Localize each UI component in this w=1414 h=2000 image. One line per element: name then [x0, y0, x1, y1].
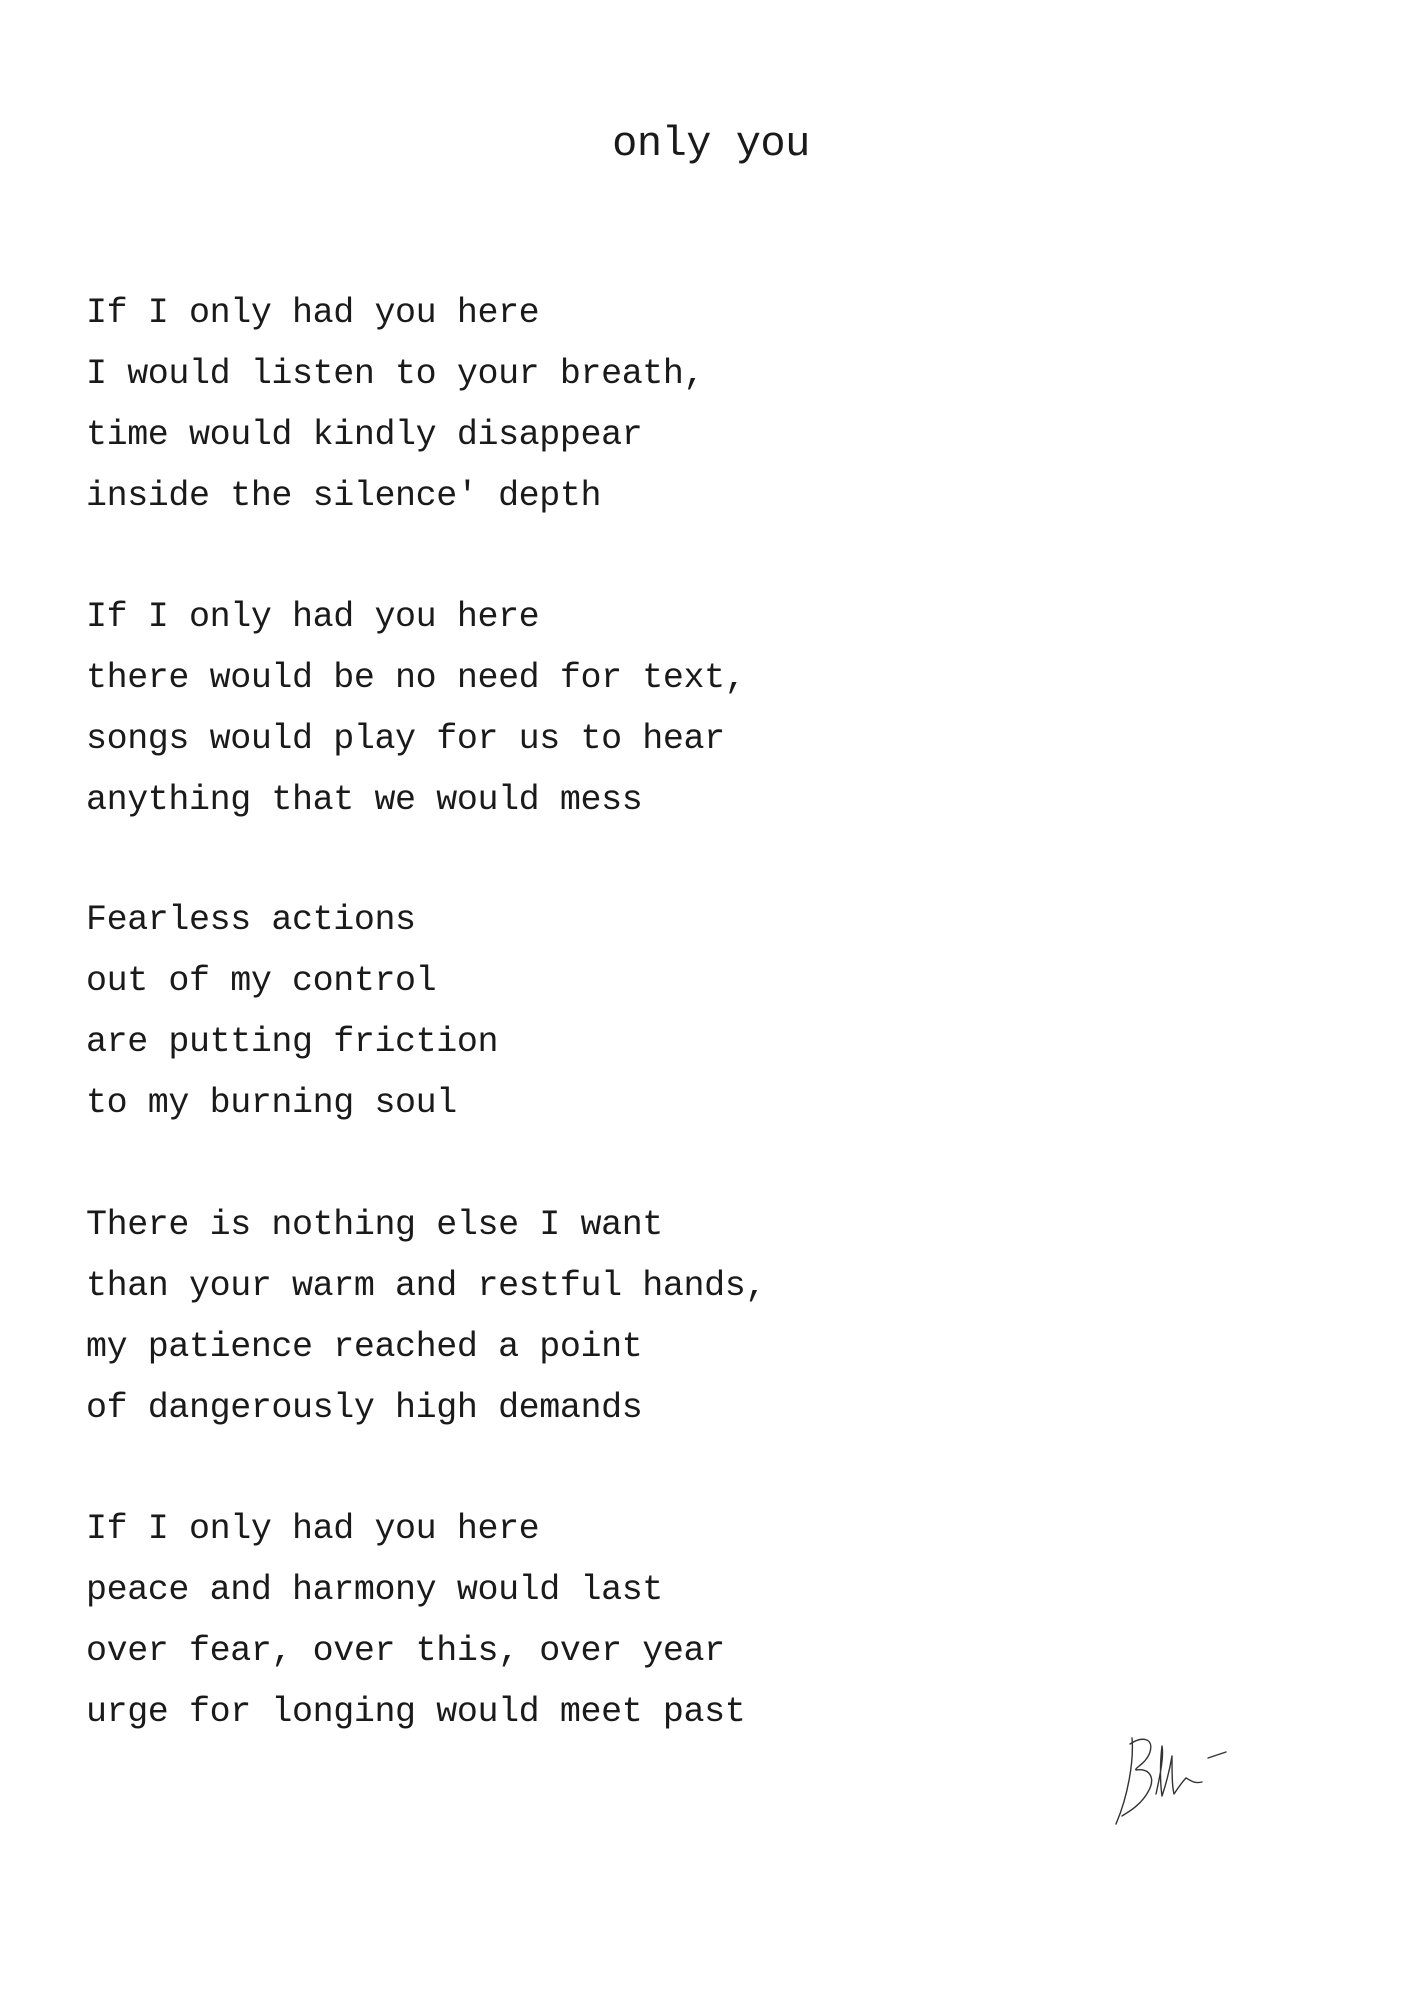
poem-line: out of my control	[86, 961, 437, 1001]
poem-line: There is nothing else I want	[86, 1205, 663, 1245]
poem-line: peace and harmony would last	[86, 1570, 663, 1610]
stanza-1	[86, 283, 704, 527]
poem-line: time would kindly disappear	[86, 415, 643, 455]
stanza-3	[86, 890, 498, 1134]
poem-line: my patience reached a point	[86, 1327, 643, 1367]
handwritten-signature	[1110, 1716, 1260, 1836]
stanza-4	[86, 1195, 766, 1439]
poem-line: urge for longing would meet past	[86, 1692, 746, 1732]
poem-line: I would listen to your breath,	[86, 354, 705, 394]
poem-line: than your warm and restful hands,	[86, 1266, 766, 1306]
poem-line: If I only had you here	[86, 293, 540, 333]
poem-title-text: only you	[612, 120, 810, 168]
poem-line: inside the silence' depth	[86, 476, 602, 516]
poem-line: If I only had you here	[86, 597, 540, 637]
poem-line: over fear, over this, over year	[86, 1631, 725, 1671]
poem-line: to my burning soul	[86, 1083, 457, 1123]
poem-line: are putting friction	[86, 1022, 499, 1062]
poem-line: there would be no need for text,	[86, 658, 746, 698]
poem-line: anything that we would mess	[86, 780, 643, 820]
poem-line: If I only had you here	[86, 1509, 540, 1549]
poem-line: Fearless actions	[86, 900, 416, 940]
stanza-5	[86, 1499, 745, 1743]
stanza-2	[86, 587, 745, 831]
poem-line: of dangerously high demands	[86, 1388, 643, 1428]
poem-title	[0, 118, 1414, 170]
poem-line: songs would play for us to hear	[86, 719, 725, 759]
